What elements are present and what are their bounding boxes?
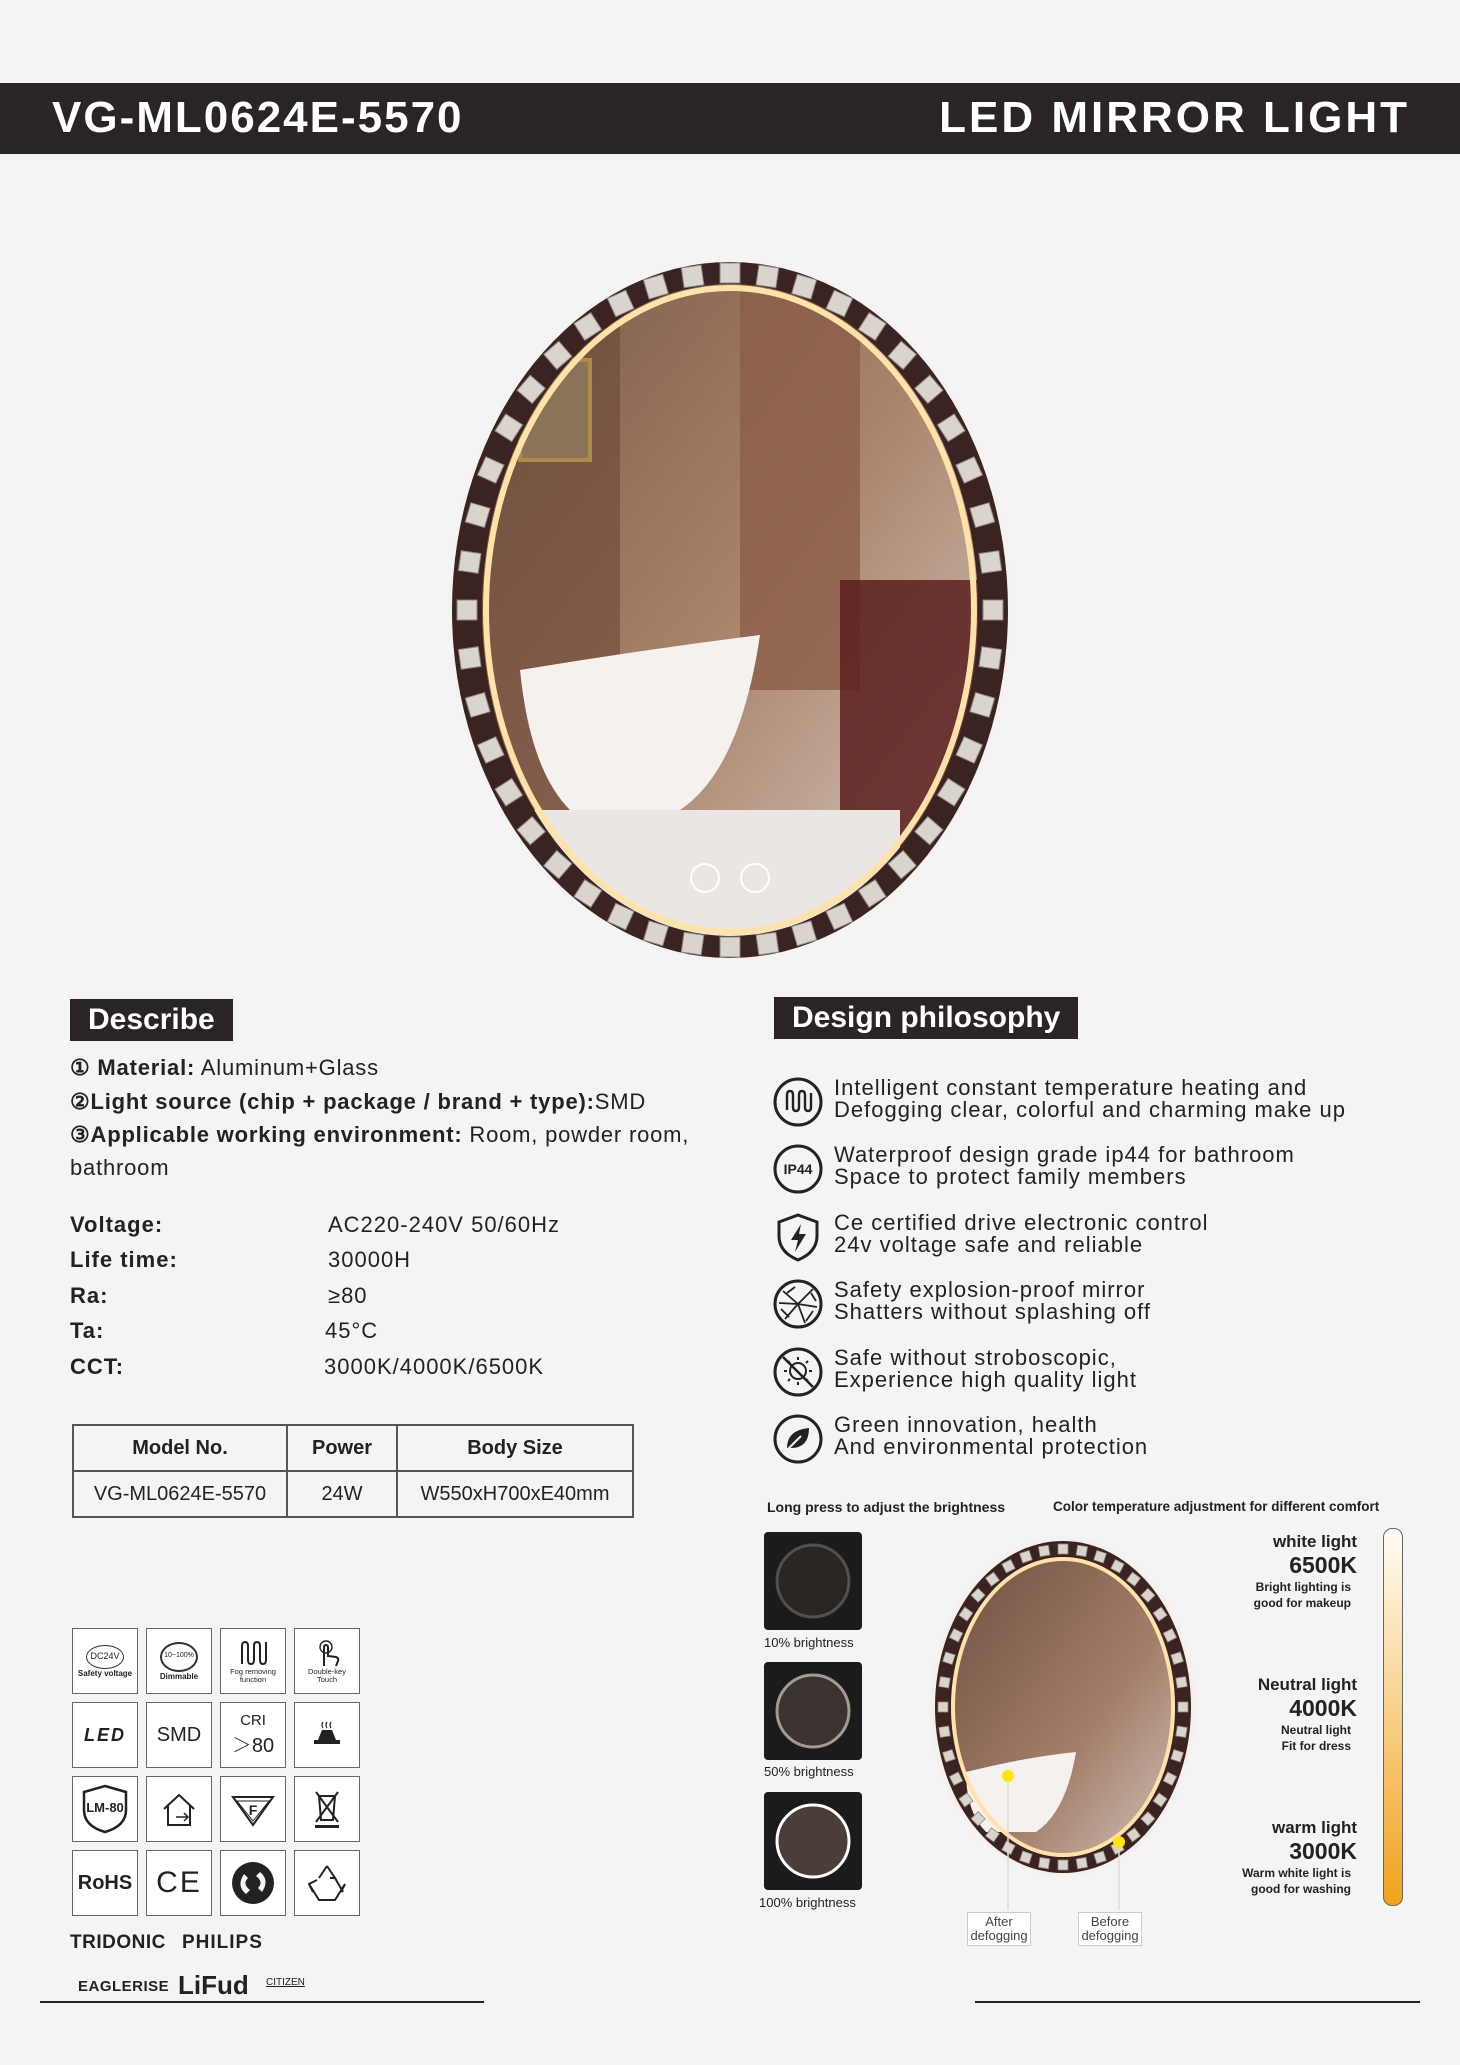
- table-header-size: Body Size: [397, 1425, 633, 1471]
- describe-title: Describe: [70, 999, 233, 1041]
- cct-neutral-note1: Neutral light: [1280, 1723, 1351, 1737]
- lm80-icon: [72, 1776, 138, 1842]
- indoor-house-icon: [146, 1776, 212, 1842]
- philosophy-line1: Intelligent constant temperature heating and: [834, 1075, 1308, 1100]
- crystal-stud: [979, 647, 1002, 670]
- philosophy-item-waterproof: [770, 1144, 1430, 1204]
- smd-icon: SMD: [146, 1702, 212, 1768]
- crystal-stud: [939, 1677, 950, 1688]
- brightness-thumb-10: [764, 1532, 862, 1630]
- crystal-stud: [939, 1726, 950, 1737]
- describe-environment: ③Applicable working environment: Room, powder room,: [70, 1122, 690, 1147]
- cct-gradient-bar: [1383, 1528, 1403, 1906]
- green-dot-icon: [220, 1850, 286, 1916]
- footer-rule-right: [975, 2001, 1420, 2003]
- svg-text:IP44: IP44: [783, 1161, 813, 1177]
- table-header-model: Model No.: [73, 1425, 287, 1471]
- crystal-stud: [1076, 1545, 1087, 1556]
- philosophy-line1: Safety explosion-proof mirror: [834, 1277, 1146, 1302]
- cct-neutral: [1229, 1675, 1357, 1754]
- cct-white-note1: Bright lighting is: [1255, 1580, 1351, 1594]
- philosophy-line2: 24v voltage safe and reliable: [834, 1232, 1144, 1257]
- brightness-caption-100: 100% brightness: [759, 1895, 856, 1910]
- cct-neutral-note2: Fit for dress: [1281, 1739, 1351, 1753]
- philosophy-line1: Safe without stroboscopic,: [834, 1345, 1117, 1370]
- crystal-stud: [1058, 1544, 1068, 1554]
- cri-icon: CRI ＞80: [220, 1702, 286, 1768]
- crystal-stud: [681, 932, 704, 955]
- shatter-icon: [773, 1279, 823, 1329]
- double-key-touch-icon: Double-key Touch: [294, 1628, 360, 1694]
- crystal-stud: [458, 551, 481, 574]
- spec-voltage-label: Voltage:: [70, 1212, 164, 1237]
- crystal-stud: [1176, 1677, 1187, 1688]
- cct-warm-note1: Warm white light is: [1242, 1866, 1351, 1880]
- table-cell-power: 24W: [287, 1471, 397, 1517]
- svg-text:F: F: [248, 1802, 258, 1818]
- brightness-caption-10: 10% brightness: [764, 1635, 854, 1650]
- crystal-stud: [457, 600, 477, 620]
- leaf-icon: [773, 1414, 823, 1464]
- cct-warm-note2: good for washing: [1251, 1882, 1351, 1896]
- spec-ta-value: 45°C: [325, 1318, 379, 1343]
- spec-table: [72, 1424, 634, 1518]
- brand-citizen: CITIZEN: [266, 1977, 305, 1988]
- cct-warm: [1219, 1818, 1357, 1897]
- product-type: LED MIRROR LIGHT: [939, 93, 1410, 142]
- philosophy-line2: Space to protect family members: [834, 1164, 1187, 1189]
- svg-text:LM-80: LM-80: [86, 1800, 124, 1815]
- spec-voltage-value: AC220-240V 50/60Hz: [328, 1212, 561, 1237]
- model-code: VG-ML0624E-5570: [52, 93, 464, 142]
- brand-tridonic: TRIDONIC: [70, 1932, 166, 1953]
- dimmable-icon: 10~100% Dimmable: [146, 1628, 212, 1694]
- philosophy-item-heating: [770, 1077, 1430, 1137]
- cct-white-kelvin: 6500K: [1289, 1552, 1357, 1578]
- philosophy-line1: Green innovation, health: [834, 1412, 1098, 1437]
- cct-warm-kelvin: 3000K: [1289, 1838, 1357, 1864]
- brand-philips: PHILIPS: [182, 1932, 263, 1953]
- heater-icon: [294, 1702, 360, 1768]
- describe-material: ① Material: Aluminum+Glass: [70, 1055, 379, 1080]
- led-icon: LED: [72, 1702, 138, 1768]
- cct-white-note2: good for makeup: [1253, 1596, 1351, 1610]
- philosophy-line2: Experience high quality light: [834, 1367, 1137, 1392]
- philosophy-line2: Shatters without splashing off: [834, 1299, 1151, 1324]
- fog-removing-icon: Fog removing function: [220, 1628, 286, 1694]
- shield-bolt-icon: [773, 1212, 823, 1262]
- philosophy-line1: Waterproof design grade ip44 for bathroom: [834, 1142, 1295, 1167]
- brand-eaglerise: EAGLERISE: [78, 1978, 170, 1995]
- no-flicker-icon: [773, 1347, 823, 1397]
- cct-panel-title: Color temperature adjustment for different comfort: [1053, 1499, 1380, 1514]
- crystal-stud: [681, 265, 704, 288]
- brightness-thumb-100: [764, 1792, 862, 1890]
- ip44-icon: [773, 1144, 823, 1194]
- cct-white: [1229, 1532, 1357, 1611]
- philosophy-line2: Defogging clear, colorful and charming make up: [834, 1097, 1346, 1122]
- spec-cct-label: CCT:: [70, 1354, 125, 1379]
- spec-ta-label: Ta:: [70, 1318, 105, 1343]
- philosophy-item-no-flicker: [770, 1347, 1430, 1407]
- crystal-stud: [938, 1702, 948, 1712]
- design-philosophy-title: Design philosophy: [774, 997, 1078, 1039]
- philosophy-item-certified: [770, 1212, 1430, 1272]
- recycle-icon: [294, 1850, 360, 1916]
- mirror-product-image: [440, 250, 1020, 970]
- weee-bin-icon: [294, 1776, 360, 1842]
- brightness-caption-50: 50% brightness: [764, 1764, 854, 1779]
- crystal-stud: [979, 551, 1002, 574]
- after-defogging-label: After defogging: [967, 1912, 1031, 1946]
- table-cell-size: W550xH700xE40mm: [397, 1471, 633, 1517]
- crystal-stud: [1176, 1726, 1187, 1737]
- dc24v-icon: DC24V Safety voltage: [72, 1628, 138, 1694]
- footer-rule-left: [40, 2001, 484, 2003]
- crystal-stud: [720, 263, 740, 283]
- spec-ra-value: ≥80: [328, 1283, 368, 1308]
- crystal-stud: [756, 265, 779, 288]
- rohs-icon: RoHS: [72, 1850, 138, 1916]
- philosophy-line1: Ce certified drive electronic control: [834, 1210, 1209, 1235]
- crystal-stud: [720, 937, 740, 957]
- brightness-panel-title: Long press to adjust the brightness: [767, 1499, 1006, 1515]
- heating-icon: [773, 1077, 823, 1127]
- cct-white-name: white light: [1272, 1532, 1357, 1551]
- table-header-power: Power: [287, 1425, 397, 1471]
- philosophy-line2: And environmental protection: [834, 1434, 1149, 1459]
- spec-lifetime-label: Life time:: [70, 1247, 178, 1272]
- cct-warm-name: warm light: [1271, 1818, 1357, 1837]
- f-mark-icon: [220, 1776, 286, 1842]
- defog-markers: [1000, 1770, 1140, 1910]
- philosophy-item-explosion-proof: [770, 1279, 1430, 1339]
- crystal-stud: [458, 647, 481, 670]
- philosophy-item-green: [770, 1414, 1430, 1474]
- crystal-stud: [756, 932, 779, 955]
- crystal-stud: [983, 600, 1003, 620]
- spec-lifetime-value: 30000H: [328, 1247, 412, 1272]
- describe-environment-cont: bathroom: [70, 1155, 170, 1180]
- before-defogging-label: Before defogging: [1078, 1912, 1142, 1946]
- ce-icon: CE: [146, 1850, 212, 1916]
- cct-neutral-name: Neutral light: [1257, 1675, 1357, 1694]
- brand-lifud: LiFud: [178, 1970, 249, 2000]
- crystal-stud: [1038, 1545, 1049, 1556]
- cct-neutral-kelvin: 4000K: [1289, 1695, 1357, 1721]
- describe-light-source: ②Light source (chip + package / brand + type):SMD: [70, 1089, 647, 1114]
- brightness-thumb-50: [764, 1662, 862, 1760]
- spec-cct-value: 3000K/4000K/6500K: [324, 1354, 545, 1379]
- crystal-stud: [1178, 1702, 1188, 1712]
- table-cell-model: VG-ML0624E-5570: [73, 1471, 287, 1517]
- spec-ra-label: Ra:: [70, 1283, 109, 1308]
